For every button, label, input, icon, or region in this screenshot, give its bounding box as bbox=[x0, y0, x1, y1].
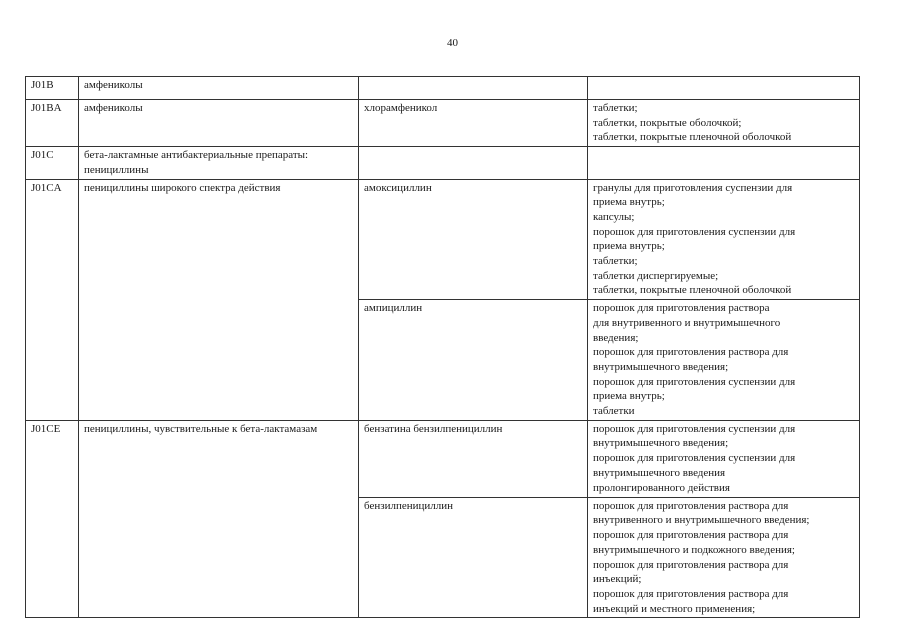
dosage-form-line: введения; bbox=[593, 331, 639, 344]
dosage-form-line: внутривенного и внутримышечного введения; bbox=[593, 514, 810, 527]
dosage-form-line: гранулы для приготовления суспензии для bbox=[593, 181, 793, 194]
dosage-forms-cell bbox=[588, 420, 860, 497]
dosage-form-line: таблетки диспергируемые; bbox=[593, 269, 719, 282]
dosage-form-line: инъекций; bbox=[593, 573, 642, 586]
dosage-form-line: таблетки bbox=[593, 405, 635, 418]
dosage-form-line: приема внутрь; bbox=[593, 390, 665, 403]
atc-code-cell: J01BA bbox=[26, 100, 79, 147]
drug-name-cell: бензилпенициллин bbox=[359, 497, 588, 618]
table-row bbox=[26, 147, 860, 179]
atc-code-cell: J01C bbox=[26, 147, 79, 179]
dosage-forms-cell bbox=[588, 497, 860, 618]
group-name-cell: пенициллины, чувствительные к бета-лактамазам bbox=[79, 420, 359, 618]
dosage-form-line: внутримышечного введения bbox=[593, 466, 726, 479]
dosage-form-line: порошок для приготовления суспензии для bbox=[593, 422, 796, 435]
dosage-form-line: порошок для приготовления раствора bbox=[593, 302, 770, 315]
dosage-forms-cell bbox=[588, 300, 860, 421]
dosage-form-line: таблетки; bbox=[593, 255, 638, 268]
dosage-forms-cell bbox=[588, 179, 860, 300]
page-number: 40 bbox=[447, 37, 458, 49]
group-name-cell: амфениколы bbox=[79, 100, 359, 147]
dosage-form-line: капсулы; bbox=[593, 210, 635, 223]
table-row bbox=[26, 77, 860, 100]
drug-name-cell: ампициллин bbox=[359, 300, 588, 421]
dosage-form-line: приема внутрь; bbox=[593, 196, 665, 209]
dosage-form-line: порошок для приготовления раствора для bbox=[593, 529, 789, 542]
dosage-form-line: порошок для приготовления суспензии для bbox=[593, 375, 796, 388]
dosage-form-line: таблетки, покрытые пленочной оболочкой bbox=[593, 131, 792, 144]
atc-code-cell: J01CE bbox=[26, 420, 79, 618]
dosage-form-line: порошок для приготовления раствора для bbox=[593, 587, 789, 600]
drug-name-cell: бензатина бензилпенициллин bbox=[359, 420, 588, 497]
dosage-form-line: для внутривенного и внутримышечного bbox=[593, 316, 781, 329]
dosage-form-line: таблетки, покрытые пленочной оболочкой bbox=[593, 284, 792, 297]
drug-name-cell: амоксициллин bbox=[359, 179, 588, 300]
dosage-forms-cell bbox=[588, 100, 860, 147]
drug-name-cell bbox=[359, 147, 588, 179]
drug-name-cell: хлорамфеникол bbox=[359, 100, 588, 147]
dosage-form-line: порошок для приготовления раствора для bbox=[593, 558, 789, 571]
table-row bbox=[26, 179, 860, 300]
group-name-cell: амфениколы bbox=[79, 77, 359, 100]
group-name-cell: бета-лактамные антибактериальные препараты: пенициллины bbox=[79, 147, 359, 179]
dosage-forms-cell bbox=[588, 77, 860, 100]
dosage-form-line: порошок для приготовления раствора для bbox=[593, 499, 789, 512]
dosage-form-line: таблетки, покрытые оболочкой; bbox=[593, 116, 742, 129]
dosage-form-line: порошок для приготовления суспензии для bbox=[593, 225, 796, 238]
atc-code-cell: J01CA bbox=[26, 179, 79, 420]
dosage-form-line: таблетки; bbox=[593, 102, 638, 114]
dosage-form-line: приема внутрь; bbox=[593, 240, 665, 253]
dosage-form-line: порошок для приготовления раствора для bbox=[593, 346, 789, 359]
dosage-forms-cell bbox=[588, 147, 860, 179]
dosage-form-line: внутримышечного и подкожного введения; bbox=[593, 543, 795, 556]
atc-code-cell: J01B bbox=[26, 77, 79, 100]
group-name-cell: пенициллины широкого спектра действия bbox=[79, 179, 359, 420]
table-row bbox=[26, 100, 860, 147]
drug-classification-table bbox=[25, 76, 860, 618]
drug-name-cell bbox=[359, 77, 588, 100]
dosage-form-line: пролонгированного действия bbox=[593, 481, 730, 494]
dosage-form-line: порошок для приготовления суспензии для bbox=[593, 452, 796, 465]
dosage-form-line: инъекций и местного применения; bbox=[593, 602, 756, 615]
dosage-form-line: внутримышечного введения; bbox=[593, 437, 729, 450]
table-row bbox=[26, 420, 860, 497]
dosage-form-line: внутримышечного введения; bbox=[593, 360, 729, 373]
